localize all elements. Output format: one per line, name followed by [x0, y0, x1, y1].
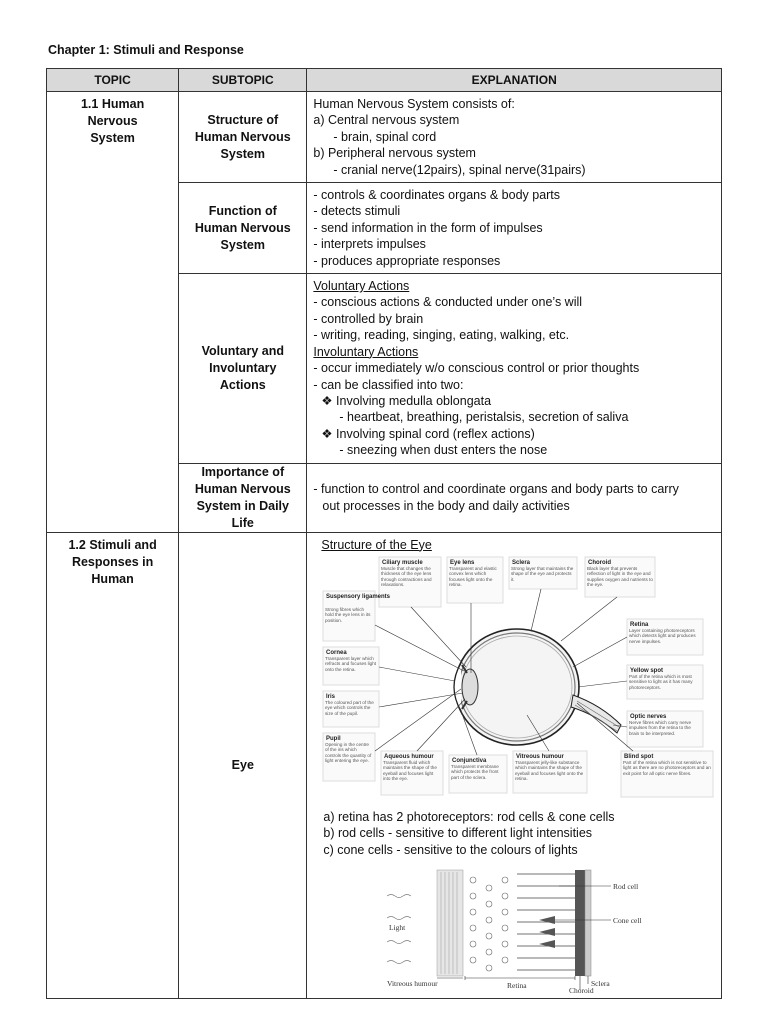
explanation-cell [307, 532, 722, 999]
explanation-cell [307, 463, 722, 532]
sclera-label: Sclera Strong layer that maintains the shape of the eye and protects it. [509, 557, 577, 589]
retina-cells-diagram [379, 866, 669, 994]
rod-cell-label: Rod cell [613, 882, 639, 892]
cornea-label: Cornea Transparent layer which refracts and focuses light onto the retina. [323, 647, 379, 685]
explanation-cell [307, 183, 722, 274]
eye-heading: Structure of the Eye [321, 537, 432, 552]
eye-point: c) cone cells - sensitive to the colours of lights [323, 842, 578, 857]
table-header-row [47, 69, 722, 92]
explanation-line: - controls & coordinates organs & body parts [313, 188, 561, 203]
explanation-line: - sneezing when dust enters the nose [339, 443, 548, 458]
eye-point: b) rod cells - sensitive to different light intensities [323, 826, 593, 841]
topic-label: 1.2 Stimuli and Responses in Human [68, 537, 157, 586]
explanation-line: - function to control and coordinate organs and body parts to carry [313, 482, 679, 497]
explanation-line: - brain, spinal cord [333, 129, 437, 144]
svg-text:Cornea: Cornea [326, 649, 348, 656]
svg-text:Pupil: Pupil [326, 735, 342, 742]
light-label: Light [389, 923, 406, 933]
svg-text:Vitreous humour: Vitreous humour [516, 753, 565, 760]
svg-text:Suspensory ligaments: Suspensory ligaments [326, 593, 391, 600]
explanation-line: Human Nervous System consists of: [313, 97, 515, 111]
eyeball-illustration [454, 629, 621, 745]
subtopic-cell [179, 463, 307, 532]
subtopic-cell [179, 92, 307, 183]
yellow-spot-label: Yellow spot Part of the retina which is most sensitive to light as it has many photoreceptors. [627, 665, 703, 699]
choroid-label: Choroid [569, 986, 594, 995]
topic-cell [47, 92, 179, 533]
subtopic-label: Voluntary and Involuntary Actions [201, 343, 284, 392]
explanation-line: - cranial nerve(12pairs), spinal nerve(31pairs) [333, 162, 586, 177]
svg-text:Blind spot: Blind spot [624, 753, 654, 760]
ciliary-muscle-label: Ciliary muscle Muscle that changes the thickness of the eye lens through contractions and relaxations. [379, 557, 441, 607]
header-subtopic: SUBTOPIC [179, 69, 307, 92]
svg-text:Aqueous humour: Aqueous humour [384, 753, 435, 760]
choroid-label: Choroid Black layer that prevents reflection of light in the eye and supplies oxygen and nutrients to the eye. [585, 557, 655, 597]
retina-label: Retina [507, 981, 527, 991]
eye-lens-label: Eye lens Transparent and elastic convex lens which focuses light onto the retina. [447, 557, 503, 603]
svg-text:Retina: Retina [630, 621, 649, 628]
svg-text:Eye lens: Eye lens [450, 559, 475, 566]
aqueous-humour-label: Aqueous humour Transparent fluid which maintains the shape of the eyeball and focuses light into the eye. [381, 751, 443, 795]
svg-text:Choroid: Choroid [588, 559, 612, 566]
explanation-line: - heartbeat, breathing, peristalsis, secretion of saliva [339, 410, 629, 425]
header-explanation: EXPLANATION [307, 69, 722, 92]
vitreous-humour-label: Vitreous humour Transparent jelly-like substance which maintains the shape of the eyeball and focuses light onto the retina. [513, 751, 587, 793]
conjunctiva-label: Conjunctiva Transparent membrane which protects the front part of the sclera. [449, 755, 507, 793]
explanation-line: - occur immediately w/o conscious control or prior thoughts [313, 361, 640, 376]
subtopic-cell [179, 274, 307, 463]
svg-text:Optic nerves: Optic nerves [630, 713, 667, 720]
subtopic-cell [179, 532, 307, 999]
table-row [47, 92, 722, 183]
topic-cell [47, 532, 179, 999]
cone-cell-label: Cone cell [613, 916, 642, 926]
subtopic-label: Eye [231, 757, 254, 772]
subtopic-cell [179, 183, 307, 274]
explanation-line: - controlled by brain [313, 311, 424, 326]
svg-text:Conjunctiva: Conjunctiva [452, 757, 487, 764]
explanation-line: - can be classified into two: [313, 377, 464, 392]
topic-label: 1.1 Human Nervous System [80, 97, 145, 145]
sclera-label: Sclera [591, 979, 611, 989]
explanation-line: - produces appropriate responses [313, 253, 501, 268]
pupil-label: Pupil Opening in the centre of the iris which controls the quantity of light entering the eye. [323, 733, 375, 781]
suspensory-ligaments-label: Suspensory ligaments Strong fibres which hold the eye lens in its position. [323, 591, 391, 641]
explanation-bullet: ❖ Involving medulla oblongata [321, 393, 492, 408]
header-topic: TOPIC [47, 69, 179, 92]
subtopic-label: Structure of Human Nervous System [194, 112, 291, 161]
subtopic-label: Function of Human Nervous System [194, 203, 291, 252]
page-title: Chapter 1: Stimuli and Response [48, 43, 244, 57]
svg-text:Sclera: Sclera [512, 559, 531, 566]
explanation-line: a) Central nervous system [313, 113, 460, 128]
eye-point: a) retina has 2 photoreceptors: rod cells & cone cells [323, 809, 615, 824]
table-row [47, 532, 722, 999]
explanation-line: - conscious actions & conducted under one’s will [313, 295, 583, 310]
iris-label: Iris The coloured part of the eye which controls the size of the pupil. [323, 691, 379, 727]
vitreous-humour-label: Vitreous humour [387, 979, 438, 989]
optic-nerves-label: Optic nerves Nerve fibres which carry nerve impulses from the retina to the brain to be interpreted. [627, 711, 703, 747]
explanation-line: - detects stimuli [313, 204, 401, 219]
explanation-line: - interprets impulses [313, 237, 426, 252]
svg-text:Iris: Iris [326, 693, 336, 700]
voluntary-heading: Voluntary Actions [313, 279, 410, 294]
svg-text:Yellow spot: Yellow spot [630, 667, 664, 674]
retina-label: Retina Layer containing photoreceptors which detects light and produces nerve impulses. [627, 619, 703, 655]
blind-spot-label: Blind spot Part of the retina which is not sensitive to light as there are no photoreceptors and an exit point for all optic nerve fibres. [621, 751, 713, 797]
svg-text:Ciliary muscle: Ciliary muscle [382, 559, 424, 566]
notes-table [46, 68, 722, 999]
explanation-line: - send information in the form of impulses [313, 220, 543, 235]
eye-structure-diagram [321, 555, 717, 801]
subtopic-label: Importance of Human Nervous System in Daily Life [194, 464, 291, 530]
involuntary-heading: Involuntary Actions [313, 344, 419, 359]
explanation-bullet: ❖ Involving spinal cord (reflex actions) [321, 426, 535, 441]
explanation-line: out processes in the body and daily activities [322, 498, 570, 513]
explanation-cell [307, 274, 722, 463]
explanation-cell [307, 92, 722, 183]
explanation-line: b) Peripheral nervous system [313, 146, 476, 161]
explanation-line: - writing, reading, singing, eating, walking, etc. [313, 328, 570, 343]
